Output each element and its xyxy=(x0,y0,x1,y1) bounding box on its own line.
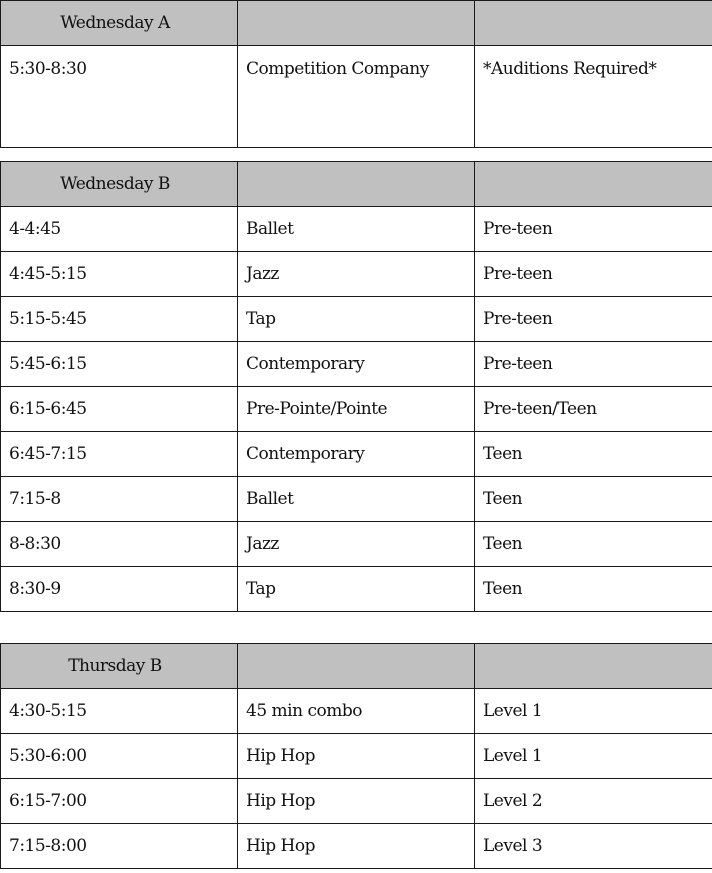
time-cell: 4:45-5:15 xyxy=(1,252,238,297)
class-cell: Contemporary xyxy=(238,342,475,387)
level-cell: Level 1 xyxy=(475,734,712,779)
class-cell: Tap xyxy=(238,297,475,342)
class-cell: Ballet xyxy=(238,477,475,522)
level-cell: Level 3 xyxy=(475,824,712,869)
table-title: Wednesday A xyxy=(1,1,238,46)
class-cell: Pre-Pointe/Pointe xyxy=(238,387,475,432)
time-cell: 8:30-9 xyxy=(1,567,238,612)
class-cell: 45 min combo xyxy=(238,689,475,734)
class-cell: Competition Company xyxy=(238,46,475,148)
header-cell-empty xyxy=(475,162,712,207)
schedule-table-wednesday-a xyxy=(0,0,712,148)
header-cell-empty xyxy=(475,1,712,46)
time-cell: 4:30-5:15 xyxy=(1,689,238,734)
level-cell: Level 1 xyxy=(475,689,712,734)
time-cell: 4-4:45 xyxy=(1,207,238,252)
header-cell-empty xyxy=(238,162,475,207)
table-row xyxy=(1,477,712,522)
table-header-row xyxy=(1,1,712,46)
class-cell: Jazz xyxy=(238,522,475,567)
level-cell: Pre-teen xyxy=(475,297,712,342)
header-cell-empty xyxy=(238,644,475,689)
table-row xyxy=(1,297,712,342)
level-cell: Teen xyxy=(475,522,712,567)
level-cell: Pre-teen xyxy=(475,342,712,387)
table-row xyxy=(1,689,712,734)
time-cell: 5:45-6:15 xyxy=(1,342,238,387)
class-cell: Contemporary xyxy=(238,432,475,477)
level-cell: *Auditions Required* xyxy=(475,46,712,148)
schedule-table-thursday-b xyxy=(0,643,712,869)
level-cell: Level 2 xyxy=(475,779,712,824)
class-cell: Hip Hop xyxy=(238,779,475,824)
table-row xyxy=(1,252,712,297)
header-cell-empty xyxy=(475,644,712,689)
class-cell: Jazz xyxy=(238,252,475,297)
table-header-row xyxy=(1,644,712,689)
table-row xyxy=(1,432,712,477)
table-row xyxy=(1,567,712,612)
class-cell: Tap xyxy=(238,567,475,612)
level-cell: Pre-teen xyxy=(475,207,712,252)
time-cell: 8-8:30 xyxy=(1,522,238,567)
time-cell: 6:45-7:15 xyxy=(1,432,238,477)
level-cell: Pre-teen/Teen xyxy=(475,387,712,432)
table-row xyxy=(1,522,712,567)
time-cell: 7:15-8:00 xyxy=(1,824,238,869)
level-cell: Teen xyxy=(475,477,712,522)
level-cell: Pre-teen xyxy=(475,252,712,297)
schedule-table-wednesday-b xyxy=(0,161,712,612)
table-row xyxy=(1,342,712,387)
time-cell: 5:15-5:45 xyxy=(1,297,238,342)
level-cell: Teen xyxy=(475,432,712,477)
table-row xyxy=(1,46,712,148)
class-cell: Hip Hop xyxy=(238,734,475,779)
time-cell: 7:15-8 xyxy=(1,477,238,522)
time-cell: 5:30-6:00 xyxy=(1,734,238,779)
table-row xyxy=(1,387,712,432)
table-row xyxy=(1,734,712,779)
table-header-row xyxy=(1,162,712,207)
class-cell: Ballet xyxy=(238,207,475,252)
level-cell: Teen xyxy=(475,567,712,612)
class-cell: Hip Hop xyxy=(238,824,475,869)
table-row xyxy=(1,779,712,824)
table-row xyxy=(1,207,712,252)
table-title: Thursday B xyxy=(1,644,238,689)
header-cell-empty xyxy=(238,1,475,46)
table-row xyxy=(1,824,712,869)
time-cell: 6:15-7:00 xyxy=(1,779,238,824)
table-title: Wednesday B xyxy=(1,162,238,207)
time-cell: 5:30-8:30 xyxy=(1,46,238,148)
time-cell: 6:15-6:45 xyxy=(1,387,238,432)
